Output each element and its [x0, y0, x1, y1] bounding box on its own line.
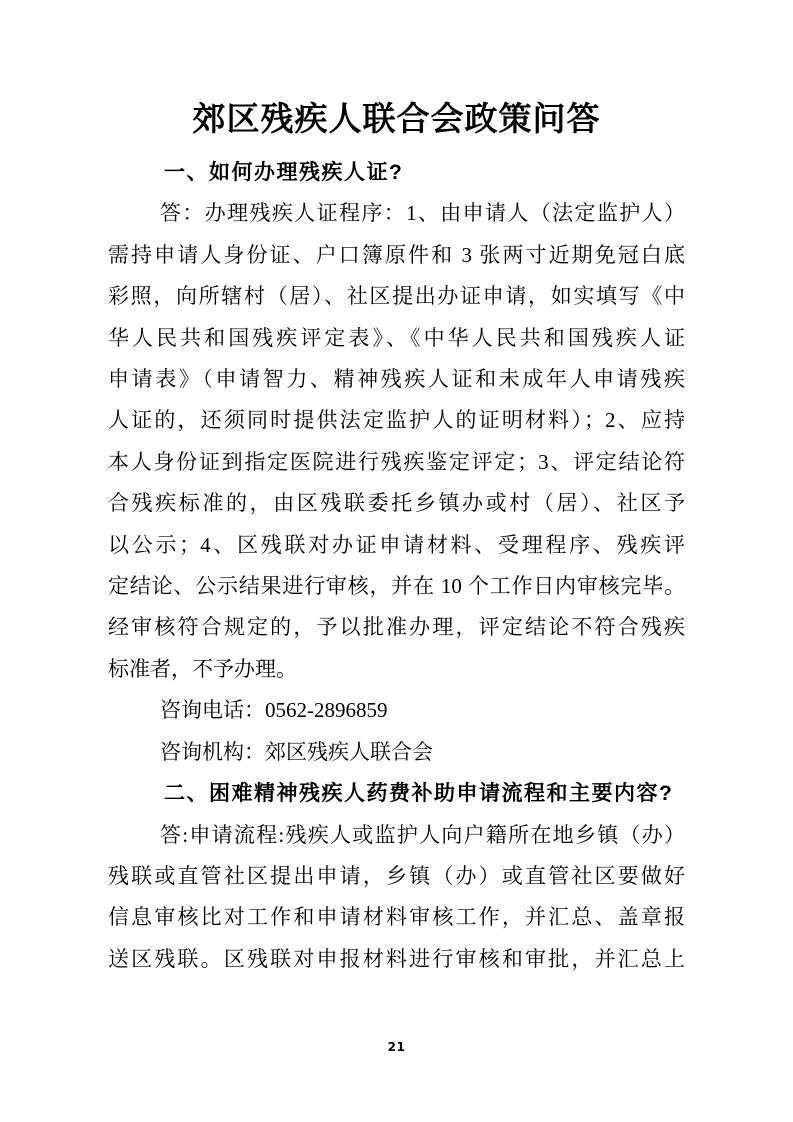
- question-2-heading: 二、困难精神残疾人药费补助申请流程和主要内容?: [164, 782, 674, 806]
- answer-line: 华人民共和国残疾评定表》、《中华人民共和国残疾人证: [108, 325, 685, 350]
- question-1-heading: 一、如何办理残疾人证?: [164, 161, 404, 184]
- answer-line: 申请表》（申请智力、精神残疾人证和未成年人申请残疾: [108, 367, 685, 392]
- document-title: 郊区残疾人联合会政策问答: [192, 99, 601, 138]
- answer-line: 标准者，不予办理。: [108, 656, 297, 681]
- answer-line: 本人身份证到指定医院进行残疾鉴定评定；3、评定结论符: [108, 449, 685, 474]
- answer-line: 以公示；4、区残联对办证申请材料、受理程序、残疾评: [108, 532, 685, 557]
- answer-line: 送区残联。区残联对申报材料进行审核和审批，并汇总上: [108, 946, 685, 971]
- document-body: [108, 152, 685, 980]
- answer-line: 定结论、公示结果进行审核，并在 10 个工作日内审核完毕。: [108, 574, 685, 599]
- answer-line: 答：办理残疾人证程序：1、由申请人（法定监护人）: [160, 201, 685, 226]
- answer-line: 需持申请人身份证、户口簿原件和 3 张两寸近期免冠白底: [108, 242, 685, 267]
- page-number: 21: [387, 1040, 406, 1054]
- answer-line: 残联或直管社区提出申请，乡镇（办）或直管社区要做好: [108, 863, 685, 888]
- answer-line: 合残疾标准的，由区残联委托乡镇办或村（居）、社区予: [108, 491, 685, 516]
- answer-line: 答:申请流程:残疾人或监护人向户籍所在地乡镇（办）: [160, 822, 685, 847]
- answer-line: 信息审核比对工作和申请材料审核工作，并汇总、盖章报: [108, 905, 685, 930]
- answer-line: 经审核符合规定的，予以批准办理，评定结论不符合残疾: [108, 615, 685, 640]
- answer-line: 人证的，还须同时提供法定监护人的证明材料）；2、应持: [108, 408, 685, 433]
- answer-line: 彩照，向所辖村（居）、社区提出办证申请，如实填写《中: [108, 284, 685, 309]
- contact-phone-line: 咨询电话：0562-2896859: [160, 698, 388, 723]
- contact-org-line: 咨询机构：郊区残疾人联合会: [160, 739, 433, 764]
